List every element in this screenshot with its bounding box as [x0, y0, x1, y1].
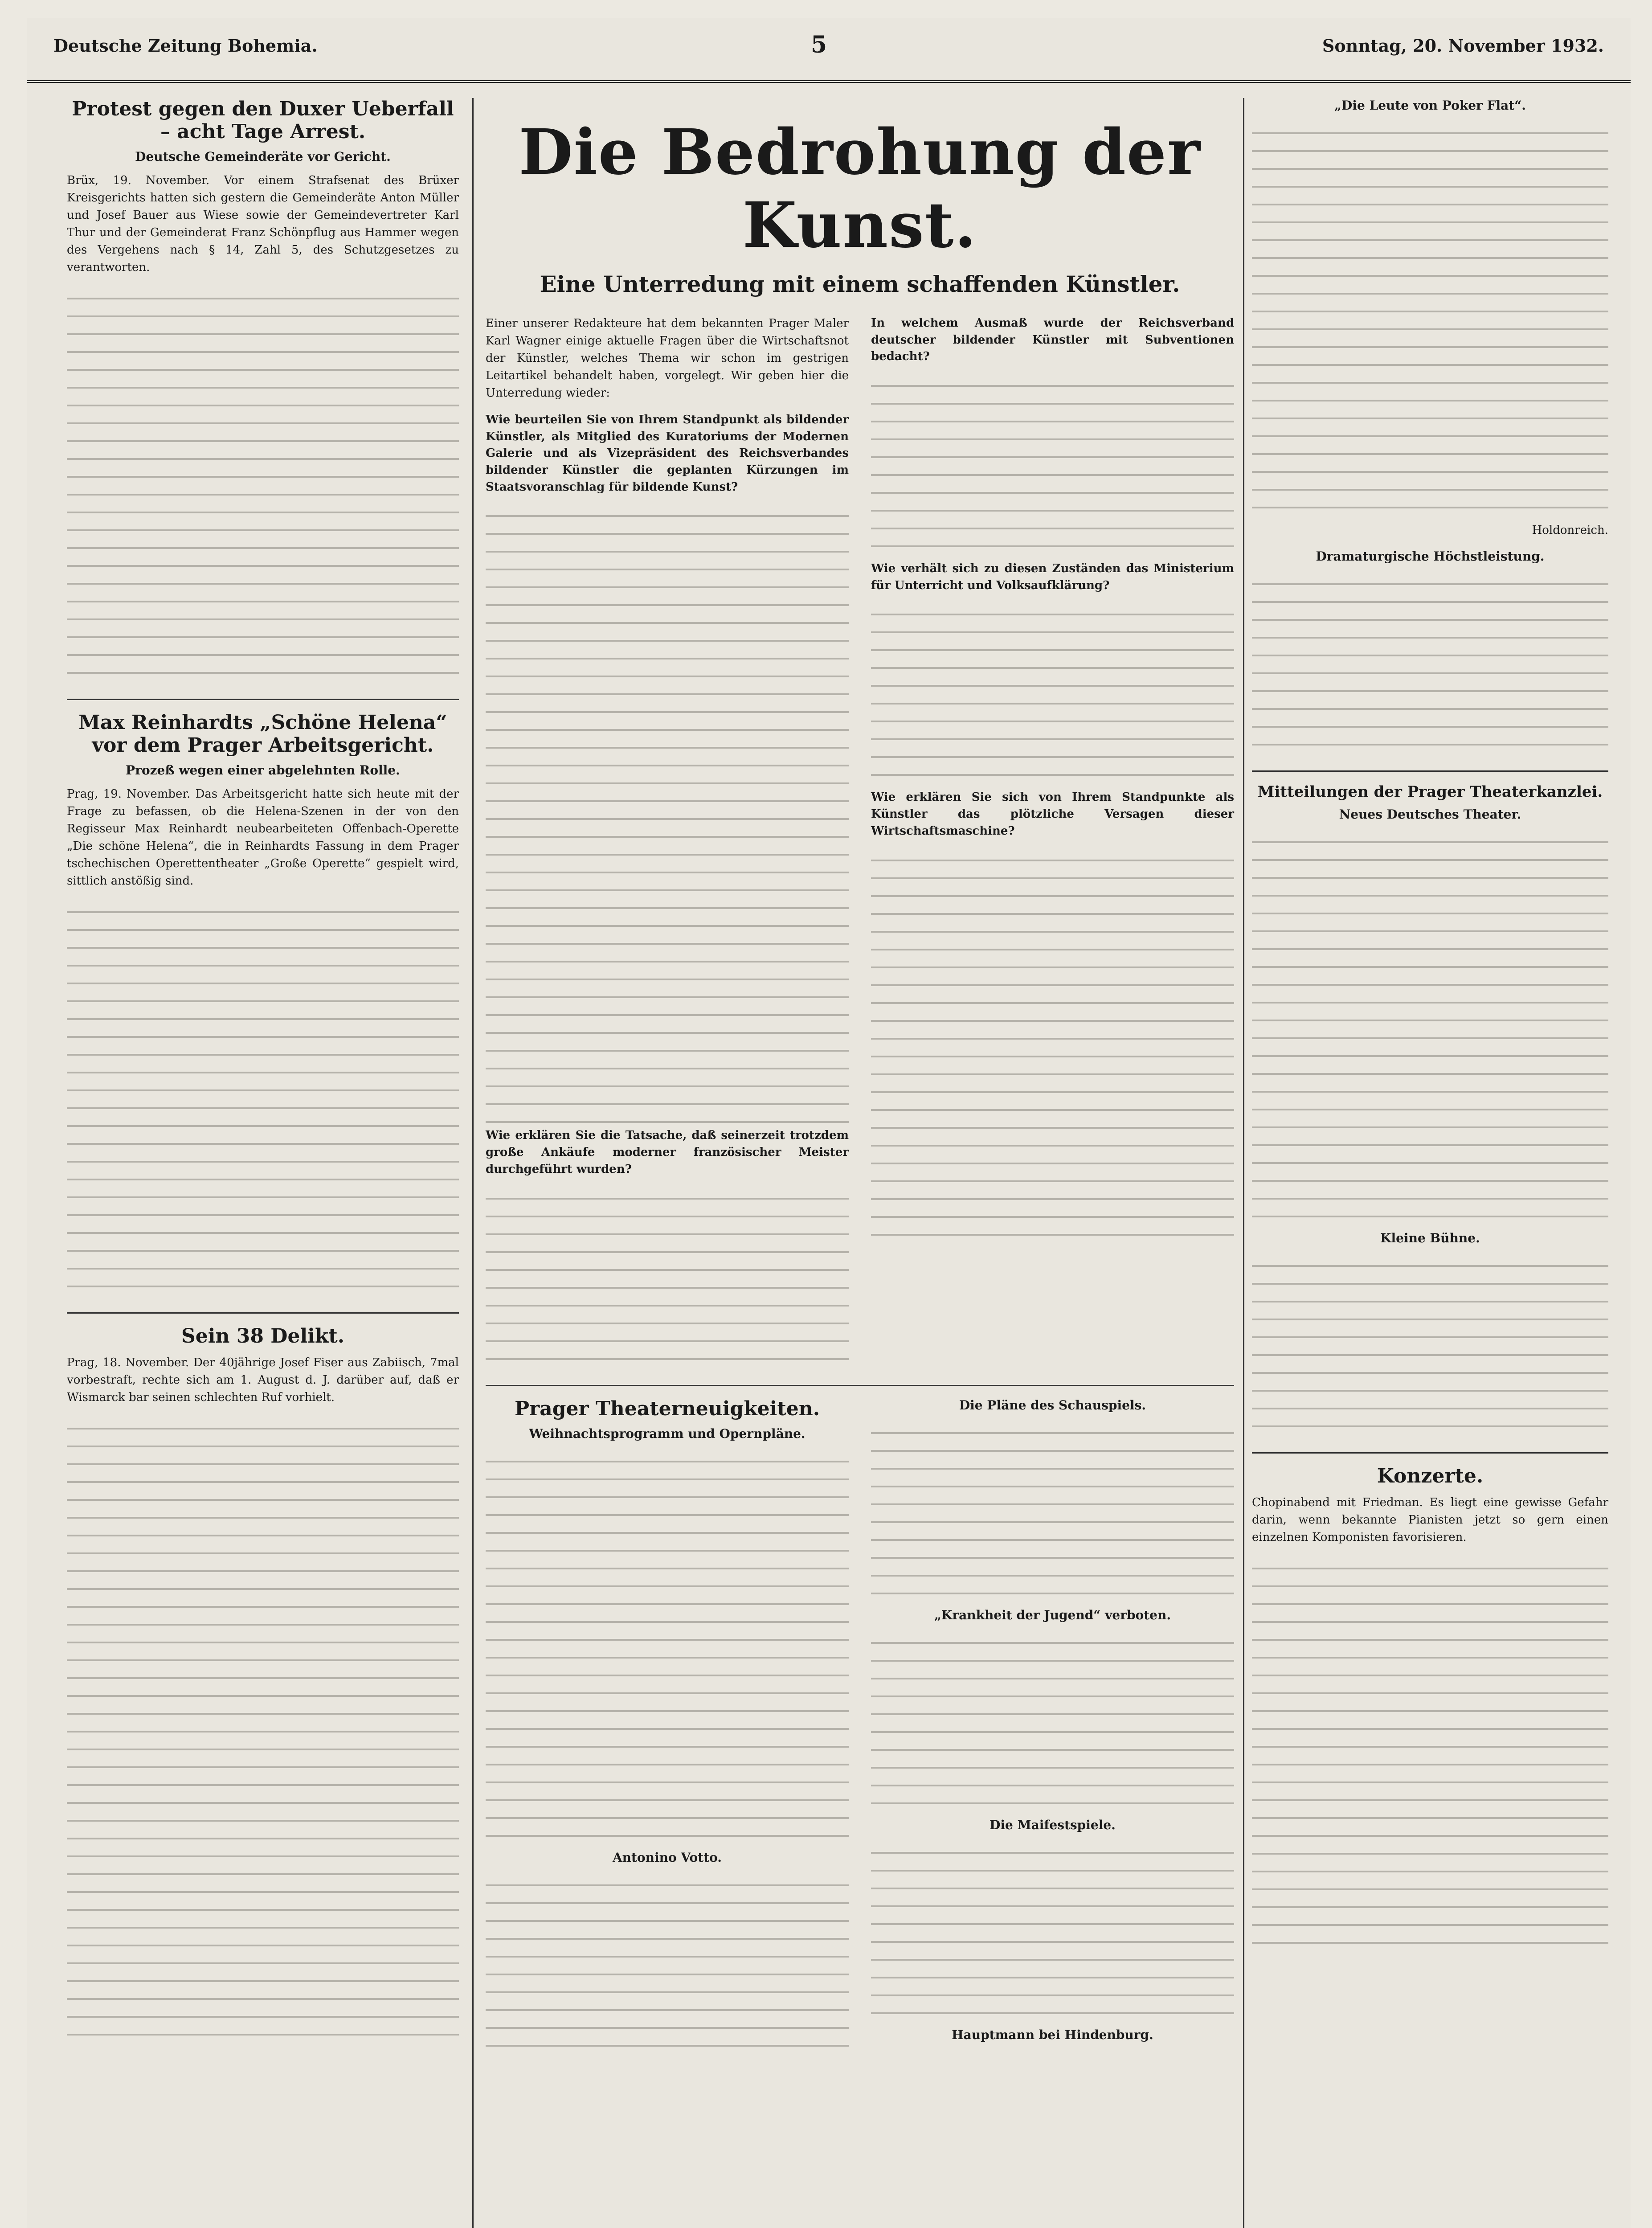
article-headline: Sein 38 Delikt.: [181, 1325, 345, 1348]
theater-listings-subheading: Neues Deutsches Theater.: [1339, 807, 1521, 822]
section-heading: Die Pläne des Schauspiels.: [959, 1397, 1146, 1413]
divider: [67, 1312, 459, 1314]
theater-listings: [1252, 830, 1608, 1231]
concerts-headline: Konzerte.: [1377, 1465, 1484, 1488]
feature-body: [486, 315, 1234, 1373]
column-rule: [472, 98, 474, 2228]
article-body: [871, 1421, 1234, 1608]
article-subheadline: Prozeß wegen einer abgelehnten Rolle.: [126, 763, 400, 778]
review-heading: Dramaturgische Höchstleistung.: [1316, 549, 1545, 564]
newspaper-name: Deutsche Zeitung Bohemia.: [53, 36, 318, 56]
interview-question: Wie beurteilen Sie von Ihrem Standpunkt als bildender Künstler, als Mitglied des Kuratoriums der Modernen Galerie und als Vizepräsident des Reichsverbandes bildender Künstler die geplanten Kürzungen im Staatsvoranschlag für bildende Kunst?: [486, 413, 849, 494]
article-lead: Prag, 19. November. Das Arbeitsgericht hatte sich heute mit der Frage zu befassen, ob die Helena-Szenen in der von den Regisseur Max Reinhardt neubearbeiteten Offenbach-Operette „Die schöne Helena“, die in Reinhardts Fassung in dem Prager tschechischen Operettentheater „Große Operette“ gespielt wird, sittlich anstößig sind.: [67, 787, 459, 888]
feature-lead: Einer unserer Redakteure hat dem bekannten Prager Maler Karl Wagner einige aktuelle Fragen über die Wirtschaftsnot der Künstler, welches Thema wir schon im gestrigen Leitartikel behandelt haben, vorgelegt. Wir geben hier die Unterredung wieder:: [486, 317, 849, 400]
article-body: [486, 1873, 849, 2060]
article-body: [871, 1630, 1234, 1818]
page-header: [27, 18, 1631, 83]
section-heading: Hauptmann bei Hindenburg.: [952, 2027, 1153, 2042]
section-heading: Die Maifestspiele.: [990, 1817, 1116, 1832]
article-headline: Protest gegen den Duxer Ueberfall – acht Tage Arrest.: [72, 98, 454, 143]
section-heading: „Krankheit der Jugend“ verboten.: [934, 1607, 1171, 1622]
article-body: [486, 1186, 849, 1373]
issue-date: Sonntag, 20. November 1932.: [1322, 36, 1604, 56]
feature-title: Die Bedrohung der Kunst.: [519, 116, 1201, 262]
article-lead: Prag, 18. November. Der 40jährige Josef Fiser aus Zabiisch, 7mal vorbestraft, rechte sich am 1. August d. J. darüber auf, daß er Wismarck bar seinen schlechten Ruf vorhielt.: [67, 1356, 459, 1404]
article-subheadline: Deutsche Gemeinderäte vor Gericht.: [135, 149, 391, 164]
column-center: [486, 98, 1234, 2060]
article-body: [486, 1449, 849, 1850]
theater-section: [486, 1398, 1234, 2060]
interview-question: Wie erklären Sie sich von Ihrem Standpunkte als Künstler das plötzliche Versagen dieser Wirtschaftsmaschine?: [871, 790, 1234, 838]
theater-subheadline: Weihnachtsprogramm und Opernpläne.: [529, 1426, 806, 1442]
divider: [67, 699, 459, 700]
article-body: [1252, 121, 1608, 522]
interview-question: Wie verhält sich zu diesen Zuständen das Ministerium für Unterricht und Volksaufklärung?: [871, 562, 1234, 592]
article-body: [486, 504, 849, 1127]
divider: [1252, 1452, 1608, 1454]
article-lead: Brüx, 19. November. Vor einem Strafsenat des Brüxer Kreisgerichts hatten sich gestern die Gemeinderäte Anton Müller und Josef Bauer aus Wiese sowie der Gemeindevertreter Karl Thur und der Gemeinderat Franz Schönpflug aus Hammer wegen des Vergehens nach § 14, Zahl 5, des Schutzgesetzes zu verantworten.: [67, 174, 459, 274]
theater-headline: Prager Theaterneuigkeiten.: [514, 1397, 820, 1420]
concerts-body: [1252, 1556, 1608, 1957]
concerts-lead: Chopinabend mit Friedman. Es liegt eine gewisse Gefahr darin, wenn bekannte Pianisten jetzt so gern einen einzelnen Komponisten favorisieren.: [1252, 1495, 1608, 1544]
article-headline: Max Reinhardts „Schöne Helena“ vor dem Prager Arbeitsgericht.: [78, 711, 447, 757]
column-left: [67, 98, 459, 2040]
theater-listings: [1252, 1253, 1608, 1441]
divider: [486, 1385, 1234, 1386]
interview-question: Wie erklären Sie die Tatsache, daß seinerzeit trotzdem große Ankäufe moderner französischer Meister durchgeführt wurden?: [486, 1129, 849, 1176]
article-body: [67, 1416, 459, 2040]
theater-listings-headline: Mitteilungen der Prager Theaterkanzlei.: [1257, 783, 1603, 801]
article-body: [67, 286, 459, 687]
column-right: [1252, 98, 1608, 1957]
newspaper-page: [27, 18, 1631, 2228]
article-body: [871, 602, 1234, 789]
article-body: [67, 900, 459, 1301]
article-body: [871, 848, 1234, 1249]
theater-listings-subheading: Kleine Bühne.: [1380, 1231, 1480, 1246]
page-number: 5: [811, 31, 827, 58]
section-heading: Antonino Votto.: [612, 1850, 722, 1865]
interview-question: In welchem Ausmaß wurde der Reichsverband deutscher bildender Künstler mit Subventionen bedacht?: [871, 316, 1234, 364]
article-body: [871, 1840, 1234, 2027]
column-rule: [1243, 98, 1244, 2228]
article-body: [871, 373, 1234, 561]
feature-subtitle: Eine Unterredung mit einem schaffenden Künstler.: [540, 271, 1180, 297]
article-body: [1252, 572, 1608, 759]
review-heading: „Die Leute von Poker Flat“.: [1334, 98, 1526, 113]
divider: [1252, 770, 1608, 772]
author-signature: Holdonreich.: [1532, 524, 1608, 537]
